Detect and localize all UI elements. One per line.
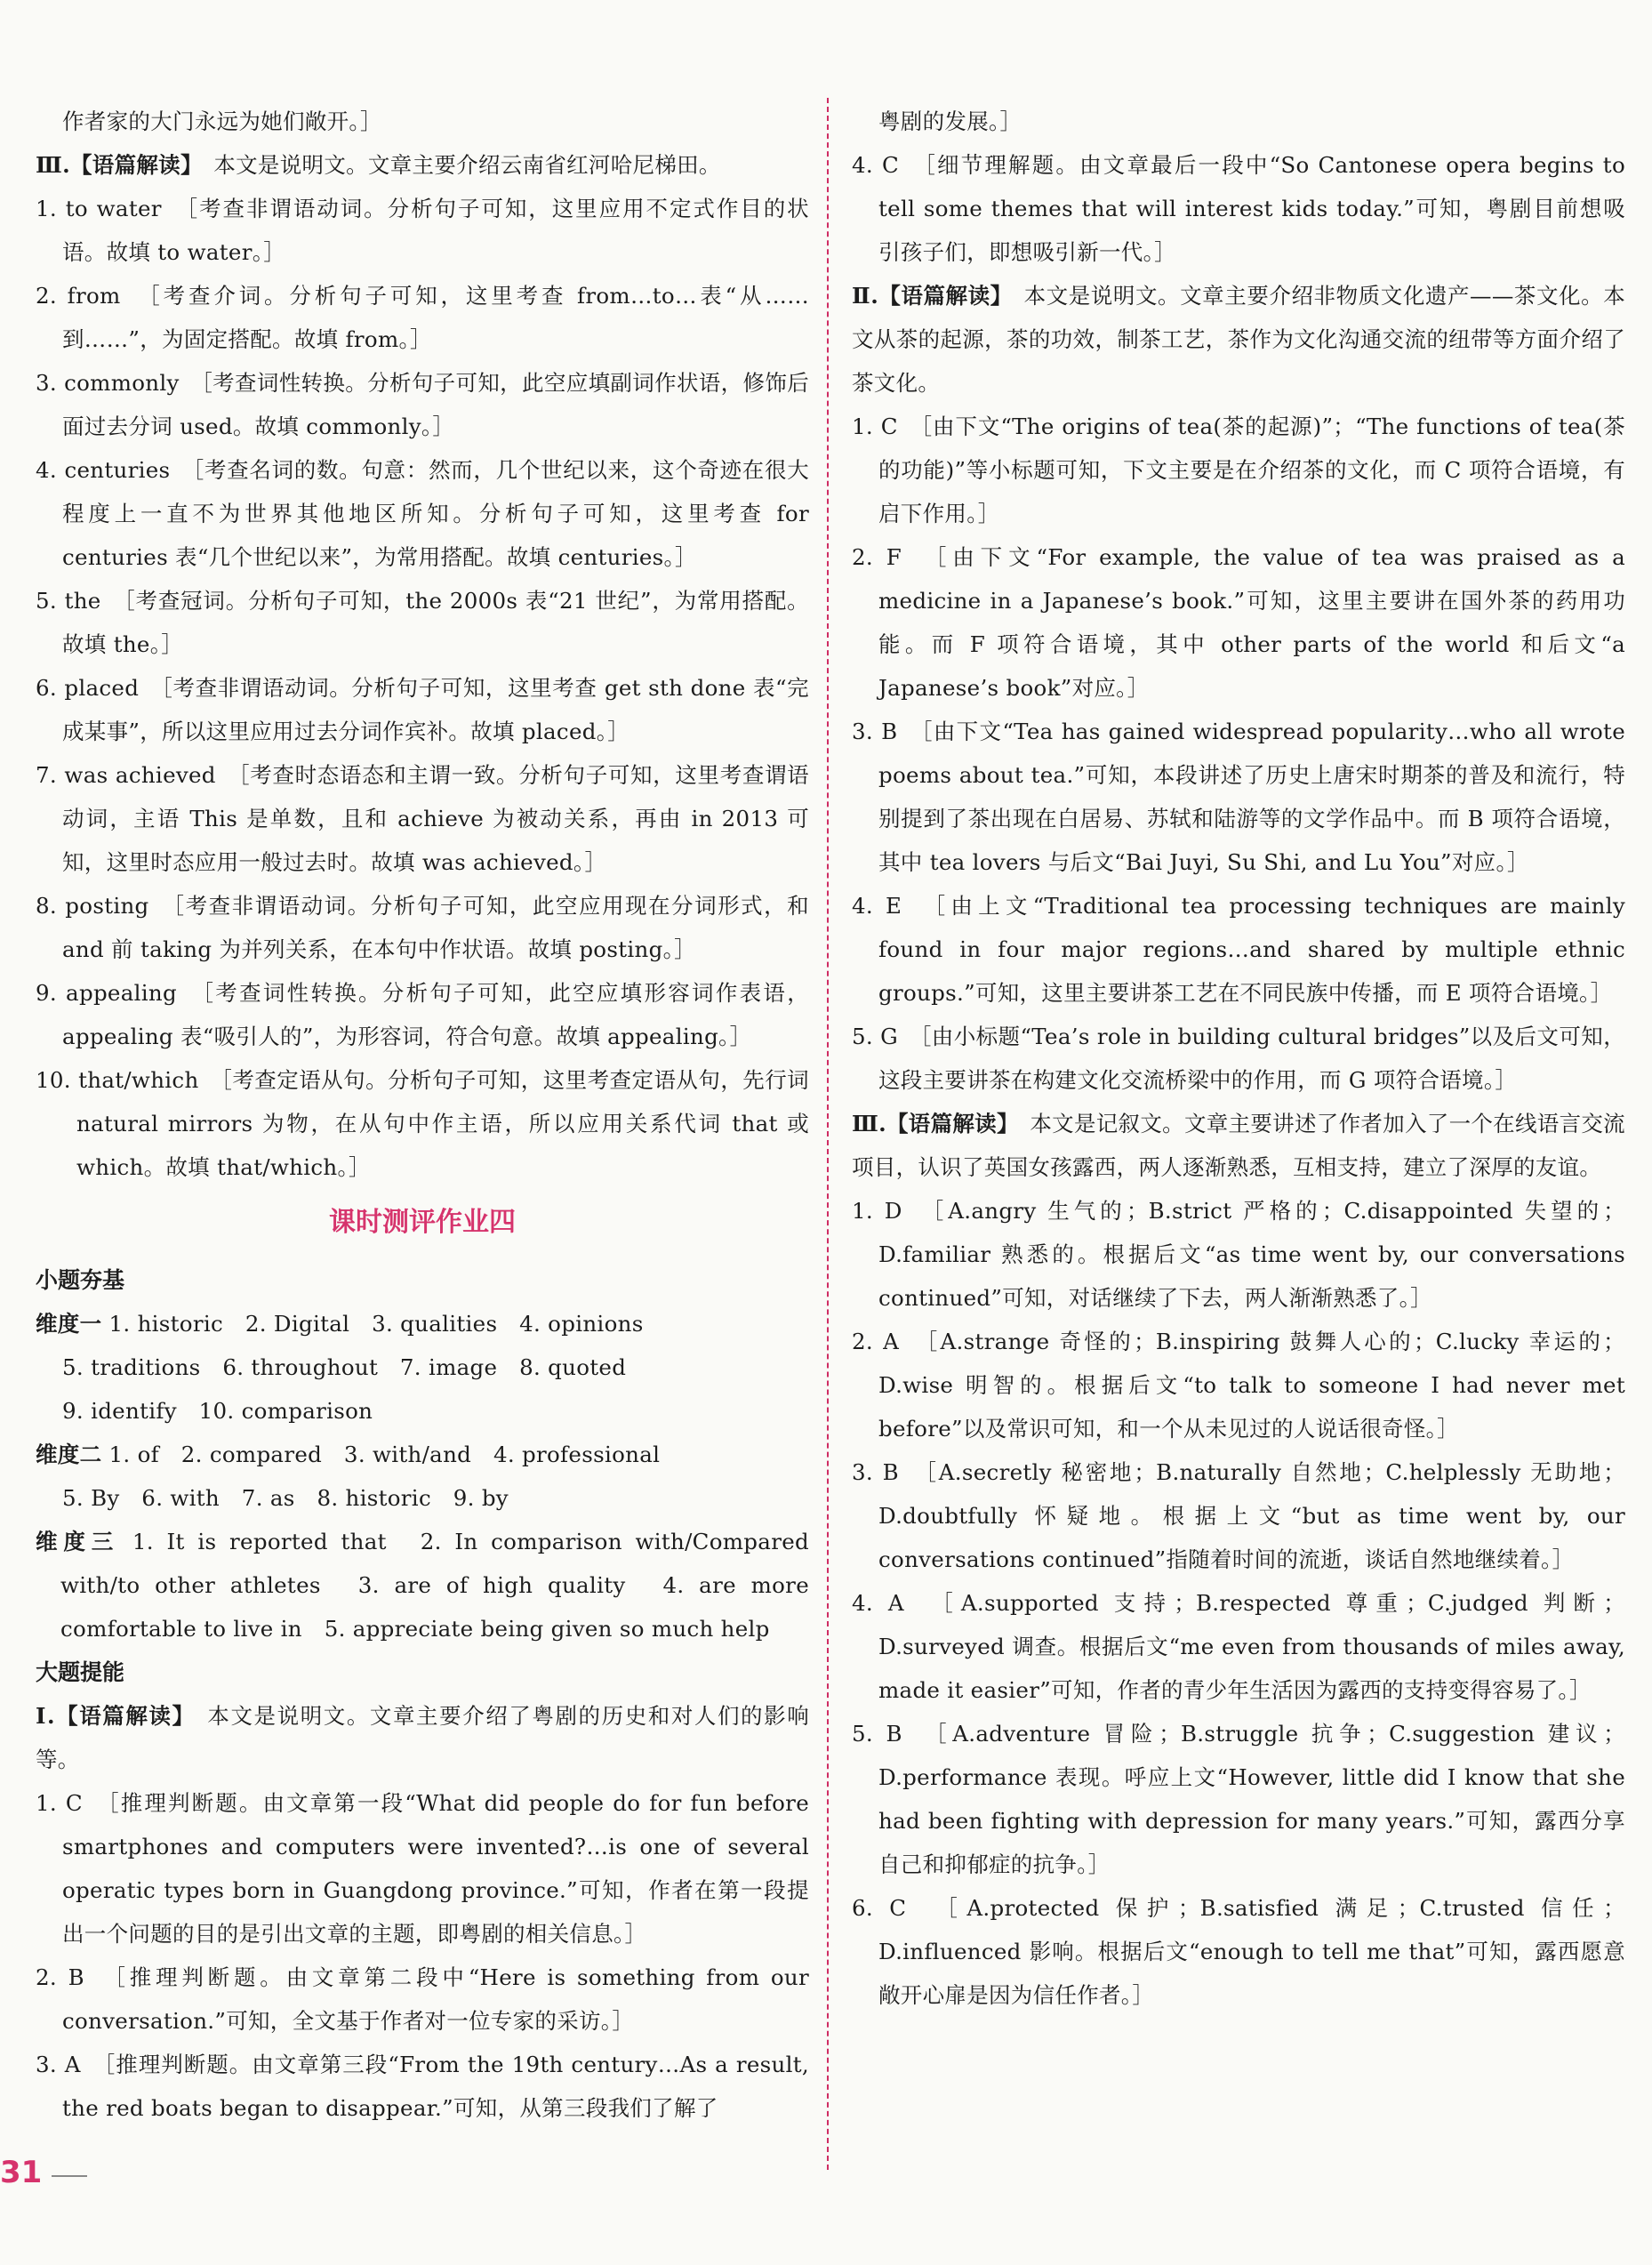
right-column [852, 100, 1625, 2017]
answer-item [852, 1015, 1625, 1102]
answer-item [852, 405, 1625, 535]
dimension-label: 维度三 [36, 1529, 120, 1554]
passage-analysis-3-right [852, 1102, 1625, 1189]
answer-explanation: ［考查词性转换。分析句子可知，此空应填形容词作表语，appealing 表“吸引人的”，为形容词，符合句意。故填 appealing。］ [62, 980, 809, 1049]
passage-analysis-text: 本文是说明文。文章主要介绍非物质文化遗产——茶文化。本文从茶的起源，茶的功效，制茶工艺，茶作为文化沟通交流的纽带等方面介绍了茶文化。 [852, 283, 1625, 396]
answer-item [36, 753, 809, 884]
passage-analysis-text: 本文是记叙文。文章主要讲述了作者加入了一个在线语言交流项目，认识了英国女孩露西，两人逐渐熟悉，互相支持，建立了深厚的友谊。 [852, 1111, 1625, 1180]
answer-key: 3. commonly [36, 370, 180, 396]
answer-key: 5. the [36, 588, 101, 614]
sub-heading-advanced: 大题提能 [36, 1659, 125, 1685]
left-column [36, 100, 809, 2130]
answer-key: 5. G [852, 1024, 899, 1049]
answer-item [36, 1781, 809, 1956]
answer-key: 3. B [852, 1459, 899, 1485]
answer-item [852, 710, 1625, 884]
answer-explanation: ［A.angry 生气的；B.strict 严格的；C.disappointed 失望的；D.familiar 熟悉的。根据后文“as time went by, our conversations continued”可知，对话继续了下去，两人渐渐熟悉了。］ [878, 1198, 1625, 1311]
section-title: 课时测评作业四 [329, 1207, 516, 1238]
answer-explanation: ［考查定语从句。分析句子可知，这里考查定语从句，先行词 natural mirrors 为物，在从句中作主语，所以应用关系代词 that 或 which。故填 that/which。］ [76, 1067, 809, 1180]
dimension-3 [36, 1520, 809, 1651]
answer-explanation: ［A.supported 支持；B.respected 尊重；C.judged 判断；D.surveyed 调查。根据后文“me even from thousands of miles away, made it easier”可知，作者的青少年生活因为露西的支持变得容易了。］ [878, 1590, 1625, 1703]
answer-key: 6. placed [36, 675, 140, 701]
answer-key: 2. F [852, 544, 902, 570]
sub-heading-basics: 小题夯基 [36, 1267, 125, 1293]
answer-item [36, 579, 809, 666]
answer-key: 4. A [852, 1590, 904, 1616]
footer-rule [52, 2175, 87, 2177]
answer-explanation: ［考查词性转换。分析句子可知，此空应填副词作状语，修饰后面过去分词 used。故填 commonly。］ [62, 370, 809, 439]
answer-item [852, 1712, 1625, 1886]
answer-item [852, 1320, 1625, 1450]
answer-item [852, 1581, 1625, 1712]
answer-key: 3. A [36, 2052, 81, 2077]
answer-explanation: ［考查时态语态和主谓一致。分析句子可知，这里考查谓语动词，主语 This 是单数，且和 achieve 为被动关系，再由 in 2013 可知，这里时态应用一般过去时。故填 was achieved。］ [62, 762, 809, 875]
answer-key: 4. E [852, 893, 902, 919]
answer-item [852, 143, 1625, 274]
answer-explanation: ［考查名词的数。句意：然而，几个世纪以来，这个奇迹在很大程度上一直不为世界其他地区所知。分析句子可知，这里考查 for centuries 表“几个世纪以来”，为常用搭配。故填 centuries。］ [62, 457, 809, 570]
passage-analysis-1 [36, 1694, 809, 1781]
answer-key: 2. A [852, 1329, 900, 1354]
answer-key: 2. from [36, 283, 121, 309]
answer-explanation: ［A.adventure 冒险；B.struggle 抗争；C.suggestion 建议；D.performance 表现。呼应上文“However, little did I know that she had been fighting with depression for many years.”可知，露西分享自己和抑郁症的抗争。］ [878, 1721, 1625, 1877]
answer-explanation: ［由小标题“Tea’s role in building cultural bridges”以及后文可知，这段主要讲茶在构建文化交流桥梁中的作用，而 G 项符合语境。］ [878, 1024, 1625, 1093]
answer-explanation: ［考查介词。分析句子可知，这里考查 from…to…表“从……到……”，为固定搭配。故填 from。］ [62, 283, 809, 352]
continuation-text: 作者家的大门永远为她们敞开。］ [62, 108, 382, 134]
dimension-answers: 5. By 6. with 7. as 8. historic 9. by [62, 1485, 509, 1511]
answer-explanation: ［推理判断题。由文章第二段中“Here is something from our conversation.”可知，全文基于作者对一位专家的采访。］ [62, 1964, 809, 2034]
dimension-answers: 9. identify 10. comparison [62, 1398, 373, 1424]
passage-analysis-label: Ⅲ.【语篇解读】 [852, 1111, 1008, 1137]
answer-key: 4. C [852, 152, 899, 178]
answer-item [36, 361, 809, 448]
dimension-answers: 1. historic 2. Digital 3. qualities 4. opinions [108, 1311, 644, 1337]
answer-explanation: ［推理判断题。由文章第三段“From the 19th century…As a result, the red boats began to disappear.”可知，从第三段我们了解了 [62, 2052, 809, 2121]
answer-explanation: ［推理判断题。由文章第一段“What did people do for fun before smartphones and computers were invented?…is one of several operatic types born in Guangdong province.”可知，作者在第一段提出一个问题的目的是引出文章的主题，即粤剧的相关信息。］ [62, 1790, 809, 1947]
answer-item [852, 535, 1625, 710]
answer-key: 2. B [36, 1964, 84, 1990]
answer-item [36, 448, 809, 579]
answer-key: 1. C [852, 414, 898, 439]
answer-item [852, 1886, 1625, 2017]
answer-key: 9. appealing [36, 980, 177, 1006]
answer-explanation: ［细节理解题。由文章最后一段中“So Cantonese opera begins to tell some themes that will interest kids today.”可知，粤剧目前想吸引孩子们，即想吸引新一代。］ [878, 152, 1626, 265]
answer-key: 10. that/which [36, 1067, 199, 1093]
answer-explanation: ［A.protected 保护；B.satisfied 满足；C.trusted 信任；D.influenced 影响。根据后文“enough to tell me that”可知，露西愿意敞开心扉是因为信任作者。］ [878, 1895, 1625, 2008]
passage-analysis-text: 本文是说明文。文章主要介绍了粤剧的历史和对人们的影响等。 [36, 1703, 810, 1772]
dimension-1 [36, 1302, 809, 1345]
answer-key: 5. B [852, 1721, 902, 1747]
answer-item [36, 666, 809, 753]
answer-explanation: ［由上文“Traditional tea processing techniques are mainly found in four major regions…and shared by multiple ethnic groups.”可知，这里主要讲茶工艺在不同民族中传播，而 E 项符合语境。］ [878, 893, 1625, 1006]
page-number: 31 [0, 2155, 43, 2190]
answer-explanation: ［由下文“For example, the value of tea was praised as a medicine in a Japanese’s book.”可知，这里主要讲在国外茶的药用功能。而 F 项符合语境，其中 other parts of the world 和后文“a Japanese’s book”对应。］ [878, 544, 1625, 701]
answer-explanation: ［考查冠词。分析句子可知，the 2000s 表“21 世纪”，为常用搭配。故填 the。］ [62, 588, 809, 657]
answer-item [36, 971, 809, 1058]
answer-explanation: ［由下文“Tea has gained widespread popularity…who all wrote poems about tea.”可知，本段讲述了历史上唐宋时期茶的普及和流行，特别提到了茶出现在白居易、苏轼和陆游等的文学作品中。而 B 项符合语境，其中 tea lovers 与后文“Bai Juyi, Su Shi, and Lu You”对应。］ [878, 719, 1625, 875]
answer-item [36, 1058, 809, 1189]
answer-item [36, 274, 809, 361]
answer-key: 8. posting [36, 893, 149, 919]
dimension-label: 维度二 [36, 1442, 102, 1467]
passage-analysis-2 [852, 274, 1625, 405]
continuation-text: 粤剧的发展。］ [878, 108, 1022, 134]
answer-item [36, 2043, 809, 2130]
answer-explanation: ［由下文“The origins of tea(茶的起源)”；“The functions of tea(茶的功能)”等小标题可知，下文主要是在介绍茶的文化，而 C 项符合语境，有启下作用。］ [878, 414, 1625, 526]
answer-key: 1. C [36, 1790, 83, 1816]
passage-analysis-3 [36, 143, 809, 187]
answer-item [36, 1956, 809, 2043]
dimension-answers: 1. It is reported that 2. In comparison with/Compared with/to other athletes 3. are of high quality 4. are more comfortable to live in 5. appreciate being given so much help [60, 1529, 809, 1642]
dimension-answers: 1. of 2. compared 3. with/and 4. professional [108, 1442, 661, 1467]
passage-analysis-label: Ⅲ.【语篇解读】 [36, 152, 192, 178]
answer-explanation: ［A.secretly 秘密地；B.naturally 自然地；C.helplessly 无助地；D.doubtfully 怀疑地。根据上文“but as time went by, our conversations continued”指随着时间的流逝，谈话自然地继续着。］ [878, 1459, 1625, 1572]
answer-explanation: ［A.strange 奇怪的；B.inspiring 鼓舞人心的；C.lucky 幸运的；D.wise 明智的。根据后文“to talk to someone I had never met before”以及常识可知，和一个从未见过的人说话很奇怪。］ [878, 1329, 1625, 1442]
answer-item [36, 187, 809, 274]
answer-item [36, 884, 809, 971]
answer-key: 3. B [852, 719, 898, 744]
column-divider [827, 98, 829, 2170]
answer-item [852, 1189, 1625, 1320]
passage-analysis-text: 本文是说明文。文章主要介绍云南省红河哈尼梯田。 [213, 152, 721, 178]
answer-item [852, 884, 1625, 1015]
dimension-answers: 5. traditions 6. throughout 7. image 8. quoted [62, 1354, 627, 1380]
passage-analysis-label: Ⅰ.【语篇解读】 [36, 1703, 185, 1729]
answer-key: 1. to water [36, 196, 162, 221]
dimension-2 [36, 1433, 809, 1476]
answer-item [852, 1450, 1625, 1581]
answer-key: 1. D [852, 1198, 902, 1224]
answer-key: 7. was achieved [36, 762, 216, 788]
answer-key: 6. C [852, 1895, 907, 1921]
answer-explanation: ［考查非谓语动词。分析句子可知，此空应用现在分词形式，和 and 前 taking 为并列关系，在本句中作状语。故填 posting。］ [62, 893, 809, 962]
passage-analysis-label: Ⅱ.【语篇解读】 [852, 283, 1002, 309]
answer-explanation: ［考查非谓语动词。分析句子可知，这里应用不定式作目的状语。故填 to water。］ [62, 196, 809, 265]
dimension-label: 维度一 [36, 1311, 102, 1337]
answer-explanation: ［考查非谓语动词。分析句子可知，这里考查 get sth done 表“完成某事”，所以这里应用过去分词作宾补。故填 placed。］ [62, 675, 809, 744]
answer-key: 4. centuries [36, 457, 171, 483]
